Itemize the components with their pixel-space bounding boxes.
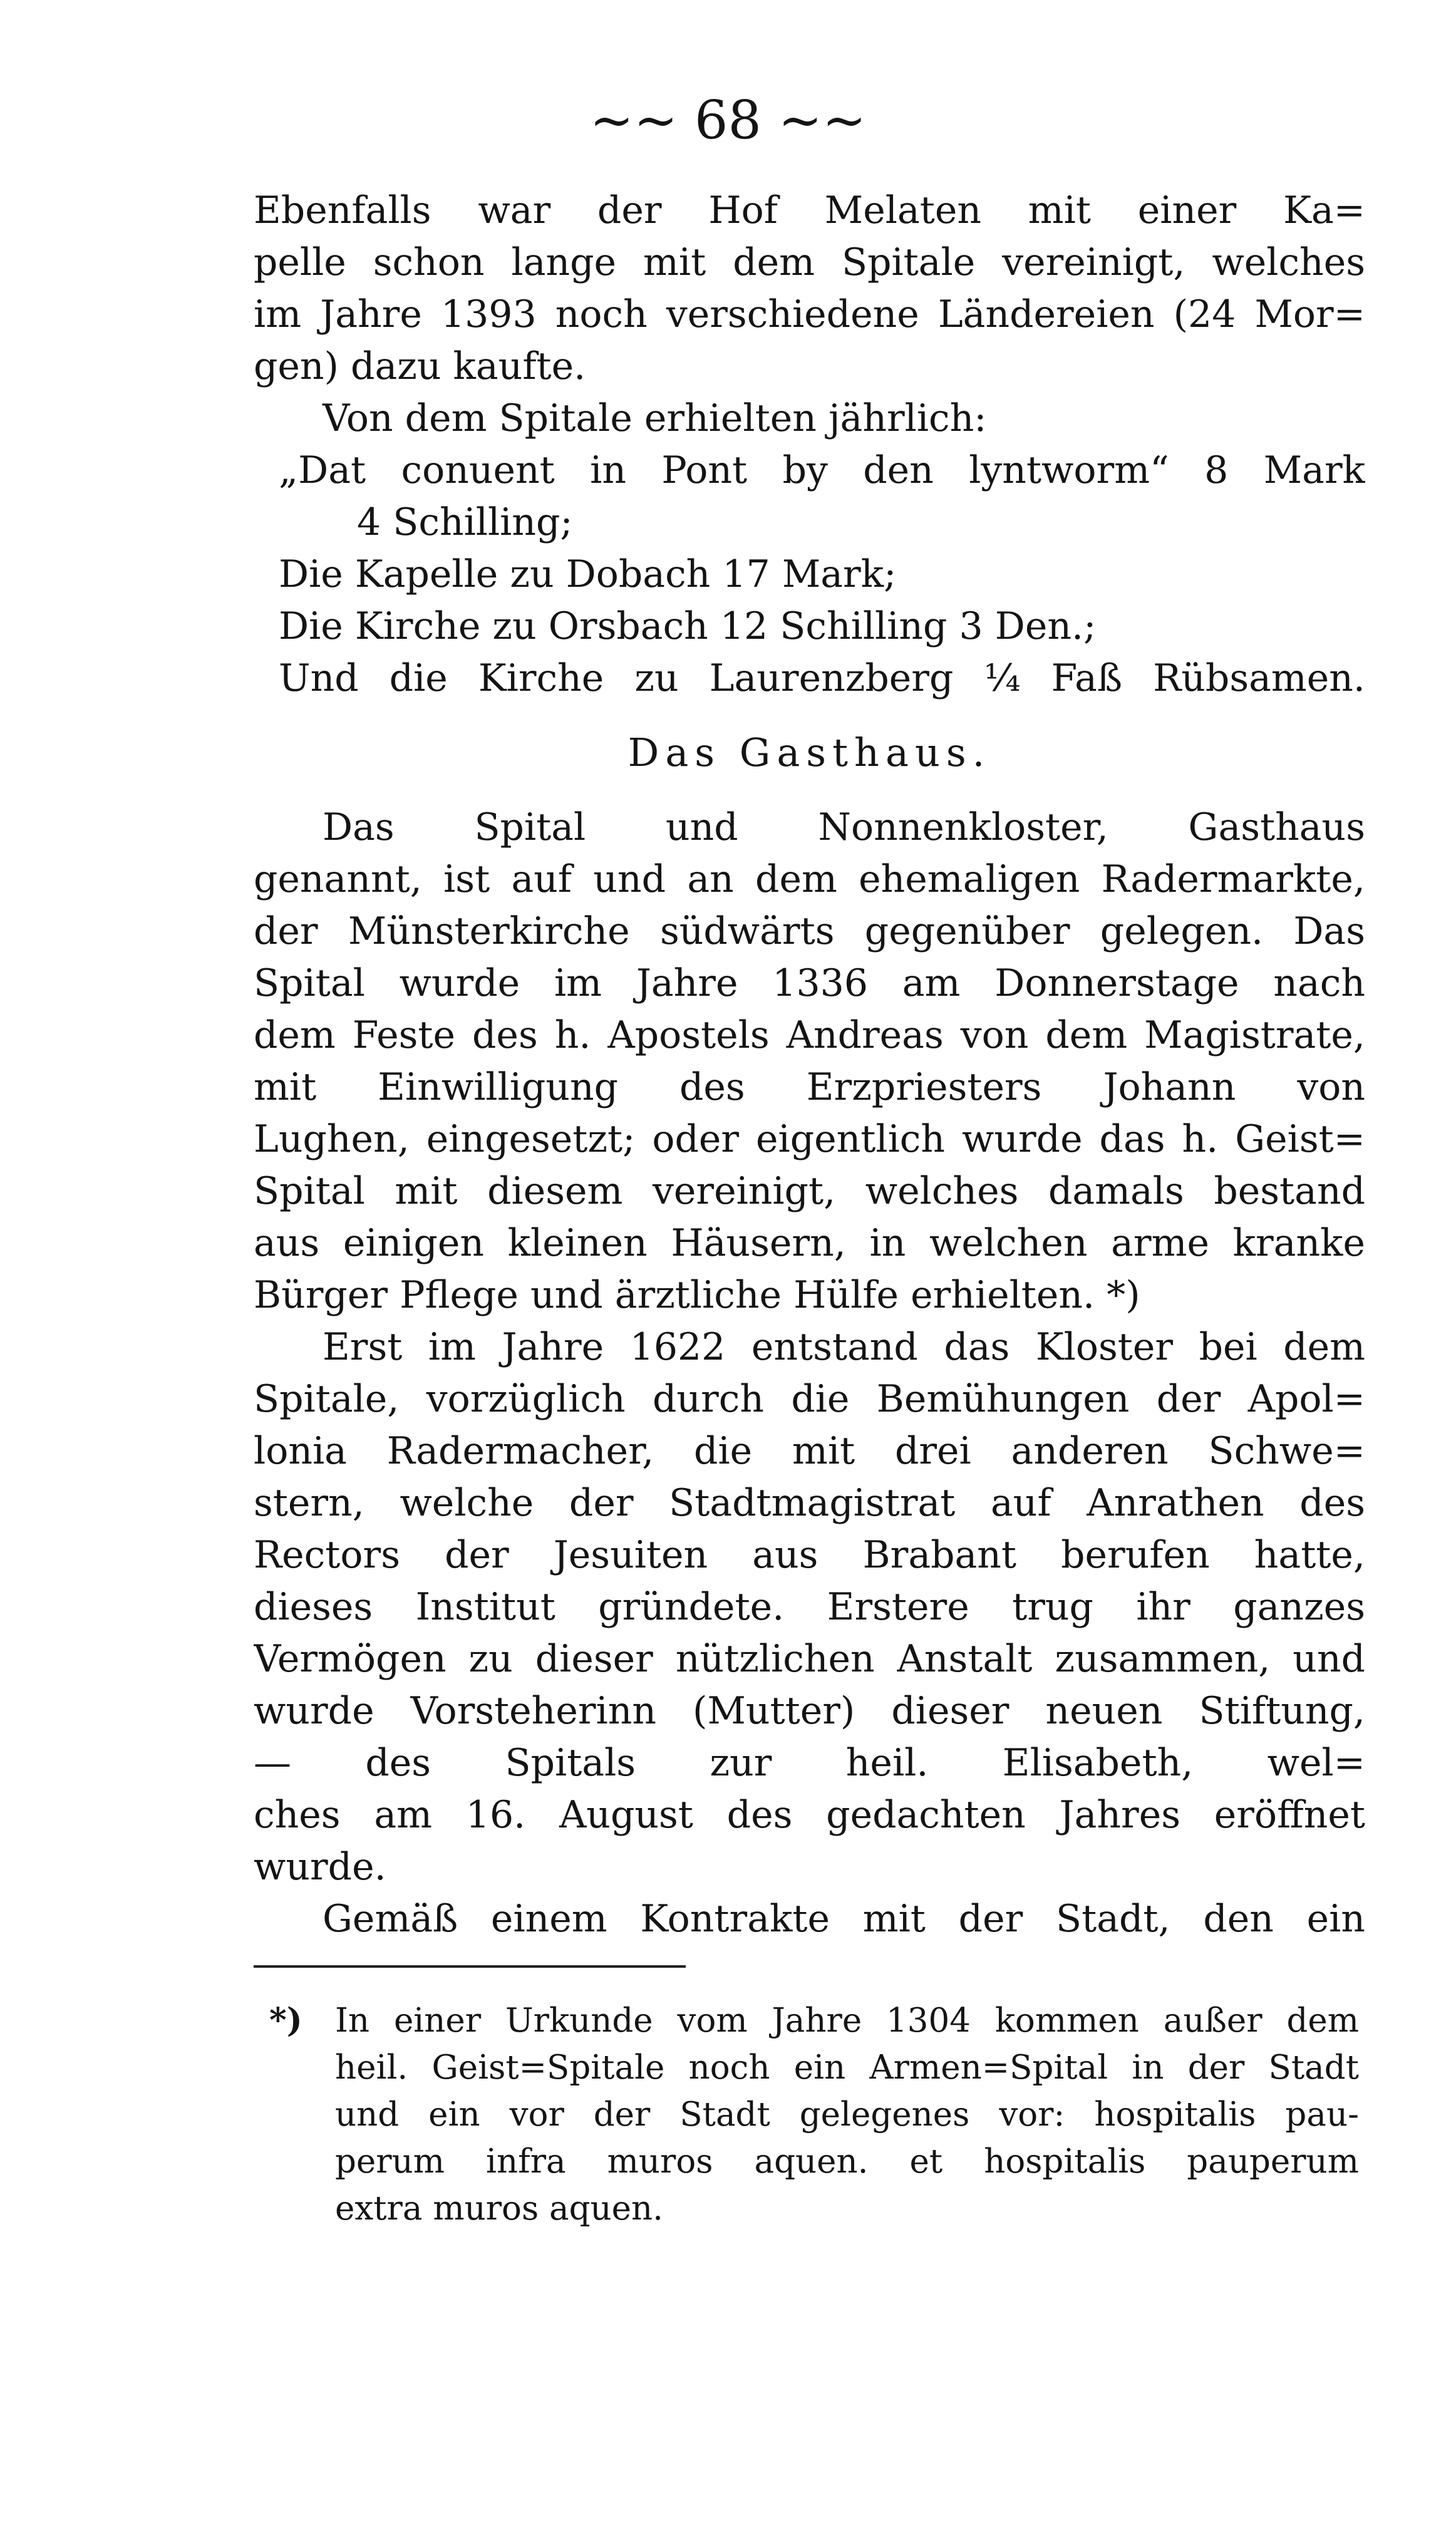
text-line: Vermögen zu dieser nützlichen Anstalt zusammen, und: [254, 1637, 1365, 1681]
footnote-line: perum infra muros aquen. et hospitalis pauperum: [335, 2142, 1359, 2181]
text-line: dieses Institut gründete. Erstere trug ihr ganzes: [254, 1585, 1365, 1629]
footnote-divider: [254, 1965, 686, 1968]
footnote-marker: *): [269, 2001, 302, 2040]
text-line: Die Kirche zu Orsbach 12 Schilling 3 Den.;: [279, 604, 1097, 648]
text-line: wurde.: [254, 1845, 386, 1889]
text-line: genannt, ist auf und an dem ehemaligen Radermarkte,: [254, 857, 1365, 901]
text-line: Lughen, eingesetzt; oder eigentlich wurde das h. Geist=: [254, 1117, 1365, 1161]
footnote-line: extra muros aquen.: [335, 2189, 664, 2228]
text-line: stern, welche der Stadtmagistrat auf Anrathen des: [254, 1481, 1365, 1525]
footnote-line: heil. Geist=Spitale noch ein Armen=Spital in der Stadt: [335, 2049, 1359, 2087]
text-line: Von dem Spitale erhielten jährlich:: [323, 396, 987, 440]
text-line: dem Feste des h. Apostels Andreas von dem Magistrate,: [254, 1013, 1365, 1057]
text-line: Die Kapelle zu Dobach 17 Mark;: [279, 552, 897, 596]
text-line: Spital mit diesem vereinigt, welches damals bestand: [254, 1169, 1365, 1213]
text-line: aus einigen kleinen Häusern, in welchen arme kranke: [254, 1221, 1365, 1265]
text-line: Ebenfalls war der Hof Melaten mit einer Ka=: [254, 189, 1365, 232]
text-line: lonia Radermacher, die mit drei anderen Schwe=: [254, 1429, 1365, 1473]
text-line: Spital wurde im Jahre 1336 am Donnerstage nach: [254, 961, 1365, 1005]
footnote-line: In einer Urkunde vom Jahre 1304 kommen außer dem: [335, 2002, 1359, 2040]
text-line: im Jahre 1393 noch verschiedene Ländereien (24 Mor=: [254, 292, 1365, 336]
text-line: Und die Kirche zu Laurenzberg ¼ Faß Rübsamen.: [279, 656, 1365, 700]
text-line: „Dat conuent in Pont by den lyntworm“ 8 Mark: [279, 448, 1365, 492]
text-line: der Münsterkirche südwärts gegenüber gelegen. Das: [254, 909, 1365, 953]
text-line: wurde Vorsteherinn (Mutter) dieser neuen Stiftung,: [254, 1689, 1365, 1733]
text-line: Bürger Pflege und ärztliche Hülfe erhielten. *): [254, 1273, 1140, 1317]
page-number: ~~ 68 ~~: [589, 90, 867, 151]
text-line: Spitale, vorzüglich durch die Bemühungen der Apol=: [254, 1377, 1365, 1421]
text-line: Erst im Jahre 1622 entstand das Kloster bei dem: [323, 1325, 1365, 1369]
footnote-line: und ein vor der Stadt gelegenes vor: hospitalis pau-: [335, 2095, 1359, 2134]
text-line: gen) dazu kaufte.: [254, 344, 586, 388]
text-line: — des Spitals zur heil. Elisabeth, wel=: [254, 1741, 1365, 1785]
text-line: ches am 16. August des gedachten Jahres eröffnet: [254, 1793, 1365, 1837]
text-line: pelle schon lange mit dem Spitale vereinigt, welches: [254, 240, 1365, 284]
text-line: mit Einwilligung des Erzpriesters Johann von: [254, 1065, 1365, 1109]
text-line: Gemäß einem Kontrakte mit der Stadt, den ein: [323, 1897, 1365, 1941]
text-line: Das Spital und Nonnenkloster, Gasthaus: [323, 805, 1365, 849]
text-line: Rectors der Jesuiten aus Brabant berufen hatte,: [254, 1533, 1365, 1577]
text-line: 4 Schilling;: [357, 500, 573, 544]
section-heading: Das Gasthaus.: [627, 730, 991, 775]
